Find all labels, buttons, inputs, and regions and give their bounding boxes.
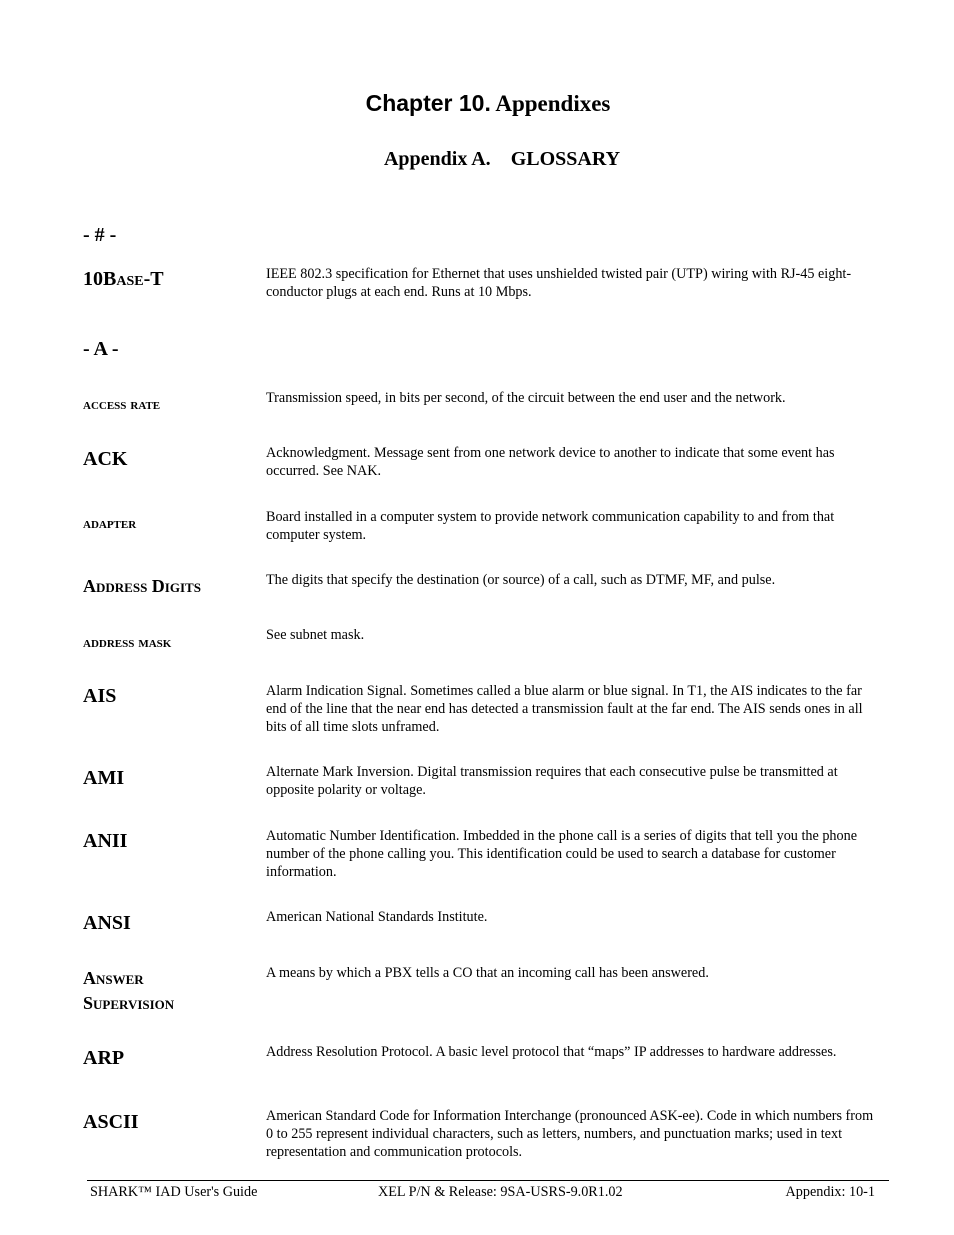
glossary-term: address mask	[83, 634, 172, 651]
glossary-definition: IEEE 802.3 specification for Ethernet that uses unshielded twisted pair (UTP) wiring with RJ-45 eight-conductor plugs at each end. Runs at 10 Mbps.	[266, 266, 852, 300]
glossary-definition: Transmission speed, in bits per second, of the circuit between the end user and the network.	[266, 390, 786, 406]
glossary-definition: A means by which a PBX tells a CO that an incoming call has been answered.	[266, 965, 709, 981]
glossary-term: Address Digits	[83, 576, 201, 596]
glossary-term: Answer Supervision	[83, 968, 175, 1013]
glossary-definition: Alternate Mark Inversion. Digital transmission requires that each consecutive pulse be transmitted at opposite polarity or voltage.	[266, 764, 838, 798]
glossary-term: 10Base-T	[83, 268, 164, 290]
glossary-definition: Address Resolution Protocol. A basic level protocol that “maps” IP addresses to hardware addresses.	[266, 1044, 837, 1060]
glossary-term: ANSI	[83, 912, 131, 934]
glossary-term: AMI	[83, 767, 125, 789]
glossary-definition: The digits that specify the destination (or source) of a call, such as DTMF, MF, and pulse.	[266, 572, 776, 588]
glossary-definition: Automatic Number Identification. Imbedded in the phone call is a series of digits that tell you the phone number of the phone calling you. This identification could be used to search a database for customer information.	[266, 828, 857, 880]
footer-guide-title: SHARK™ IAD User's Guide	[90, 1184, 258, 1200]
chapter-label: Chapter 10.	[365, 90, 491, 116]
footer-page-number: Appendix: 10-1	[785, 1184, 875, 1200]
glossary-term: ASCII	[83, 1111, 139, 1133]
glossary-definition: See subnet mask.	[266, 627, 365, 643]
glossary-term: AIS	[83, 685, 117, 707]
chapter-name: Appendixes	[495, 91, 611, 116]
section-heading-a: - A -	[83, 338, 119, 360]
appendix-label: Appendix A.	[383, 148, 491, 170]
glossary-term: ANII	[83, 830, 128, 852]
glossary-definition: American Standard Code for Information Interchange (pronounced ASK-ee). Code in which numbers from 0 to 255 represent individual characters, such as letters, numbers, and punctuation marks; used in text representation and communication protocols.	[266, 1108, 874, 1160]
glossary-term: ARP	[83, 1047, 125, 1069]
glossary-term: access rate	[83, 396, 161, 413]
appendix-name: GLOSSARY	[510, 148, 621, 170]
footer-release: XEL P/N & Release: 9SA-USRS-9.0R1.02	[378, 1184, 623, 1200]
glossary-term: adapter	[83, 515, 137, 532]
glossary-definition: American National Standards Institute.	[266, 909, 488, 925]
section-heading-numeric: - # -	[83, 224, 117, 246]
glossary-definition: Alarm Indication Signal. Sometimes called a blue alarm or blue signal. In T1, the AIS indicates to the far end of the line that the near end has detected a transmission fault at the far end. The AIS sends ones in all bits of all time slots unframed.	[266, 683, 863, 735]
glossary-definition: Acknowledgment. Message sent from one network device to another to indicate that some event has occurred. See NAK.	[266, 445, 835, 479]
glossary-definition: Board installed in a computer system to provide network communication capability to and from that computer system.	[266, 509, 835, 543]
chapter-title	[0, 90, 954, 117]
appendix-title	[0, 148, 954, 171]
footer-rule	[87, 1180, 889, 1181]
glossary-term: ACK	[83, 448, 128, 470]
